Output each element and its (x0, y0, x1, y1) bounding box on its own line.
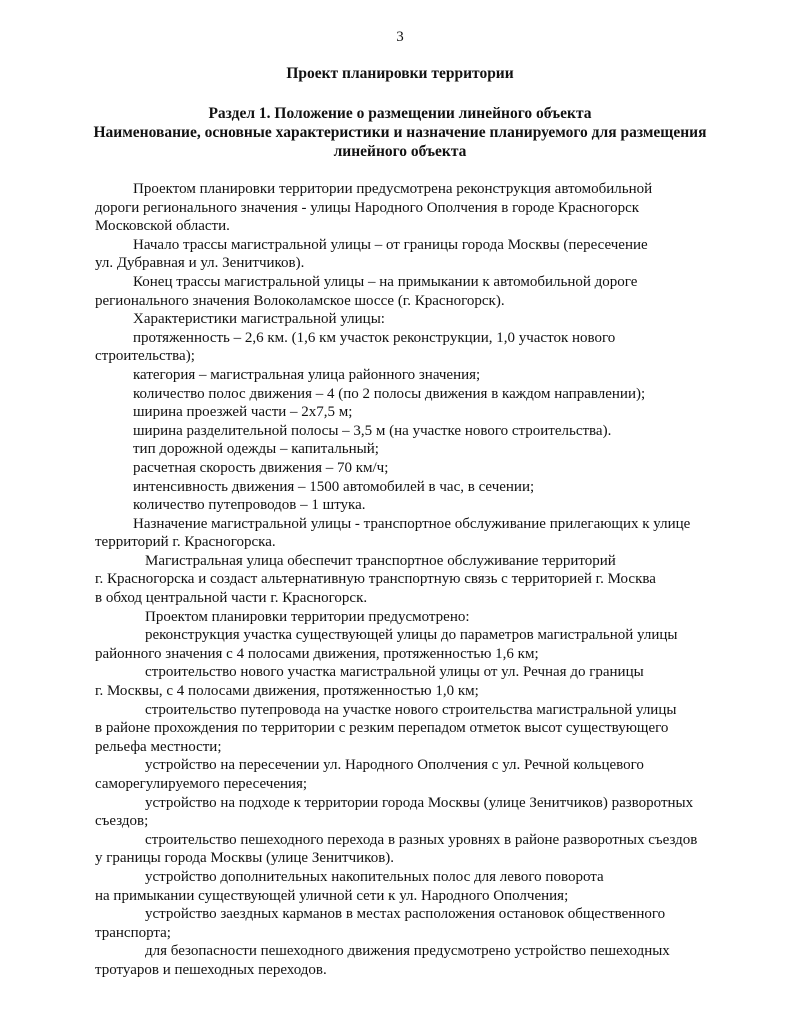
section-heading-line-2: Наименование, основные характеристики и назначение планируемого для размещения (93, 124, 707, 141)
paragraph-line: категория – магистральная улица районного значения; (133, 366, 481, 383)
section-heading-line-3: линейного объекта (333, 143, 467, 160)
paragraph-line: Характеристики магистральной улицы: (133, 311, 385, 328)
paragraph-line: саморегулируемого пересечения; (95, 776, 308, 792)
paragraph-line: Начало трассы магистральной улицы – от границы города Москвы (пересечение (133, 236, 648, 253)
paragraph-line: у границы города Москвы (улице Зенитчиков). (95, 850, 395, 867)
paragraph-line: тротуаров и пешеходных переходов. (95, 961, 327, 978)
paragraph-line: дороги регионального значения - улицы Народного Ополчения в городе Красногорск (95, 199, 640, 216)
paragraph-line: ширина проезжей части – 2х7,5 м; (133, 404, 353, 421)
paragraph-line: строительство путепровода на участке нового строительства магистральной улицы (145, 701, 677, 718)
paragraph-line: количество полос движения – 4 (по 2 полосы движения в каждом направлении); (133, 385, 646, 402)
paragraph-line: рельефа местности; (95, 738, 222, 755)
paragraph-line: г. Москвы, с 4 полосами движения, протяженностью 1,0 км; (95, 683, 479, 700)
paragraph-line: ширина разделительной полосы – 3,5 м (на участке нового строительства). (133, 422, 612, 439)
paragraph-line: районного значения с 4 полосами движения, протяженностью 1,6 км; (95, 645, 539, 662)
paragraph-line: регионального значения Волоколамское шоссе (г. Красногорск). (95, 292, 505, 309)
paragraph-line: тип дорожной одежды – капитальный; (133, 441, 379, 458)
paragraph-line: строительство пешеходного перехода в разных уровнях в районе разворотных съездов (145, 831, 698, 848)
paragraph-line: строительства); (95, 348, 195, 365)
paragraph-line: Проектом планировки территории предусмотрена реконструкция автомобильной (133, 181, 653, 197)
paragraph-line: количество путепроводов – 1 штука. (133, 497, 366, 514)
paragraph-line: Конец трассы магистральной улицы – на примыкании к автомобильной дороге (133, 273, 638, 290)
paragraph-line: Московской области. (95, 218, 230, 235)
paragraph-line: Назначение магистральной улицы - транспортное обслуживание прилегающих к улице (133, 515, 691, 532)
document-title: Проект планировки территории (286, 65, 514, 82)
paragraph-line: устройство на пересечении ул. Народного Ополчения с ул. Речной кольцевого (145, 757, 644, 774)
paragraph-line: устройство дополнительных накопительных полос для левого поворота (145, 868, 604, 885)
body-text (95, 180, 785, 980)
paragraph-line: протяженность – 2,6 км. (1,6 км участок реконструкции, 1,0 участок нового (133, 329, 616, 346)
paragraph-line: строительство нового участка магистральной улицы от ул. Речная до границы (145, 664, 644, 681)
paragraph-line: в обход центральной части г. Красногорск. (95, 590, 368, 607)
paragraph-line: ул. Дубравная и ул. Зенитчиков). (95, 255, 305, 272)
paragraph-line: устройство на подходе к территории города Москвы (улице Зенитчиков) разворотных (145, 794, 694, 811)
paragraph-line: в районе прохождения по территории с резким перепадом отметок высот существующего (95, 720, 669, 737)
paragraph-line: для безопасности пешеходного движения предусмотрено устройство пешеходных (145, 943, 670, 960)
paragraph-line: интенсивность движения – 1500 автомобилей в час, в сечении; (133, 478, 535, 495)
paragraph-line: съездов; (95, 813, 149, 830)
paragraph-line: реконструкция участка существующей улицы до параметров магистральной улицы (145, 627, 678, 644)
paragraph-line: транспорта; (95, 924, 171, 941)
section-heading-line-1: Раздел 1. Положение о размещении линейного объекта (208, 105, 592, 122)
page-number: 3 (396, 29, 404, 45)
paragraph-line: г. Красногорска и создаст альтернативную транспортную связь с территорией г. Москва (95, 571, 656, 588)
paragraph-line: Магистральная улица обеспечит транспортное обслуживание территорий (145, 552, 616, 569)
paragraph-line: расчетная скорость движения – 70 км/ч; (133, 459, 389, 476)
paragraph-line: Проектом планировки территории предусмотрено: (145, 608, 470, 625)
paragraph-line: устройство заездных карманов в местах расположения остановок общественного (145, 906, 666, 923)
paragraph-line: на примыкании существующей уличной сети к ул. Народного Ополчения; (95, 887, 569, 904)
paragraph-line: территорий г. Красногорска. (95, 534, 276, 551)
